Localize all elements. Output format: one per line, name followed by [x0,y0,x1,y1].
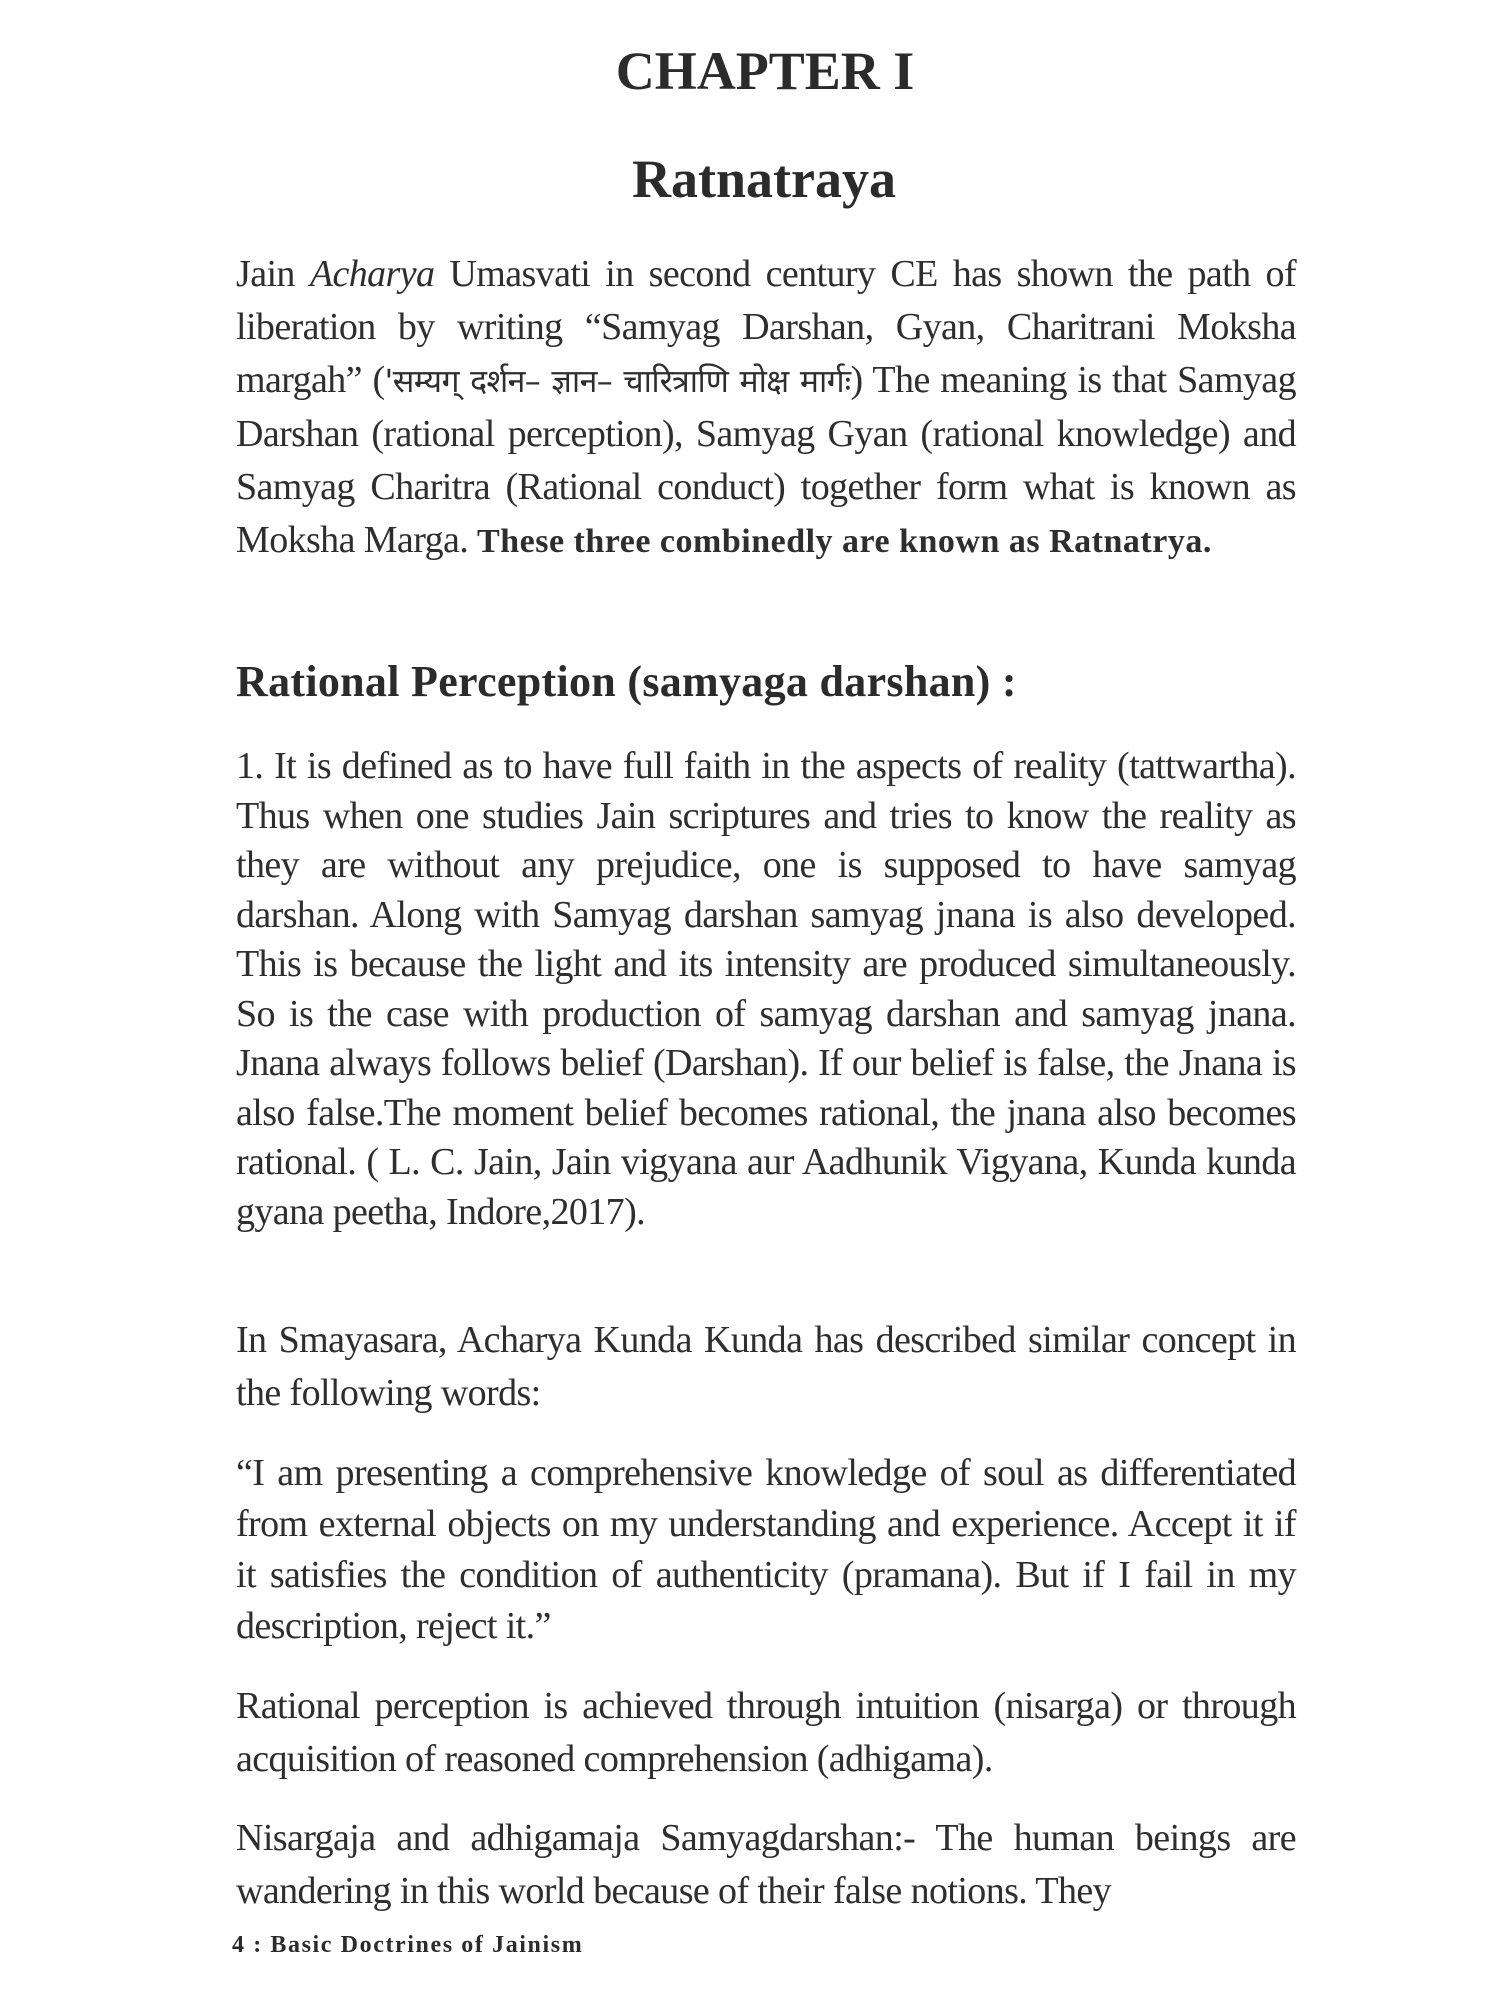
chapter-label [0,40,1500,102]
paragraph-2 [236,1314,1296,1420]
quote-paragraph-text: “I am presenting a comprehensive knowledge of soul as differentiated from external objects on my understanding and experience. Accept it if it satisfies the condition of authenticity (pramana). But if I fail in my description, reject it.” [236,1452,1296,1647]
quote-paragraph [236,1448,1296,1652]
paragraph-4 [236,1680,1296,1786]
intro-devanagari: 'सम्यग् दर्शन– ज्ञान– चारित्राणि मोक्ष मार्गः [384,362,851,400]
paragraph-2-text: In Smayasara, Acharya Kunda Kunda has described similar concept in the following words: [236,1319,1296,1414]
paragraph-5-text: Nisargaja and adhigamaja Samyagdarshan:- The human beings are wandering in this world because of their false notions. They [236,1817,1296,1912]
paragraph-5 [236,1812,1296,1918]
chapter-label-text: CHAPTER I [615,41,915,101]
intro-acharya: Acharya [309,253,435,295]
paragraph-4-text: Rational perception is achieved through intuition (nisarga) or through acquisition of reasoned comprehension (adhigama). [236,1685,1296,1780]
paragraph-1-text: 1. It is defined as to have full faith in the aspects of reality (tattwartha). Thus when one studies Jain scriptures and tries to know the reality as they are without any prejudice, one is supposed to have samyag darshan. Along with Samyag darshan samyag jnana is also developed. This is because the light and its intensity are produced simultaneously. So is the case with production of samyag darshan and samyag jnana. Jnana always follows belief (Darshan). If our belief is false, the Jnana is also false.The moment belief becomes rational, the jnana also becomes rational. ( L. C. Jain, Jain vigyana aur Aadhunik Vigyana, Kunda kunda gyana peetha, Indore,2017). [236,745,1296,1233]
chapter-title [0,148,1500,210]
intro-part3: ) The meaning is that Samyag Darshan (rational perception), Samyag Gyan (rational knowledge) and Samyag Charitra (Rational conduct) together form what is known as Moksha Marga. [236,359,1296,561]
intro-part2: Umasvati in second century CE has shown the path of liberation by writing “Samyag Darshan, Gyan, Charitrani Moksha margah” ( [236,253,1297,401]
page-footer: 4 : Basic Doctrines of Jainism [232,1932,584,1958]
intro-paragraph [236,248,1296,568]
intro-part1: Jain [236,253,310,295]
chapter-title-text: Ratnatraya [632,149,896,209]
intro-bold-end: These three combinedly are known as Ratnatrya. [477,523,1212,560]
paragraph-1 [236,742,1296,1237]
rational-perception-heading: Rational Perception (samyaga darshan) : [236,657,1017,706]
